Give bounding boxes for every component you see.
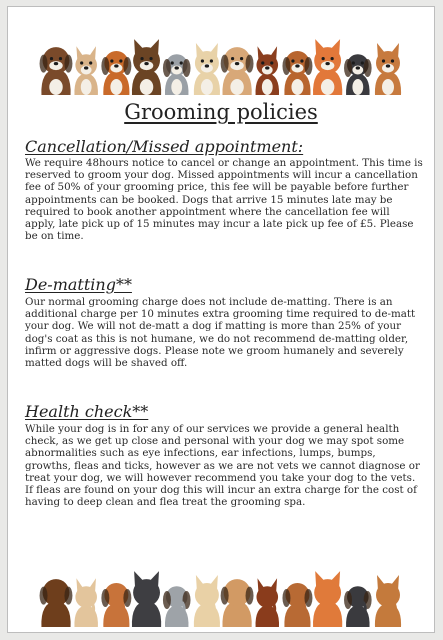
dog-back-icon: [163, 586, 191, 627]
dog-back-icon: [194, 575, 220, 627]
dog-face-icon: [163, 54, 191, 95]
health-check-heading: Health check**: [25, 402, 149, 421]
dematting-text: Our normal grooming charge does not include de-matting. There is an additional charge per 10 minutes extra grooming time required to de-matt your dog. We will not de-matt a dog if matting is more than 25% of your dog's coat as this is not humane, we do not recommend de-matting older, infirm or aggressive dogs. Please note we groom humanely and severely matted dogs will be shaved off.: [25, 296, 416, 370]
dog-backs-row: [8, 559, 435, 629]
policy-sheet: [7, 6, 435, 633]
dog-back-icon: [282, 583, 312, 627]
dog-back-icon: [74, 578, 98, 627]
dog-face-icon: [375, 43, 401, 95]
dog-illustration-top: [8, 27, 434, 97]
dog-face-icon: [101, 51, 131, 95]
dog-face-icon: [344, 54, 372, 95]
dog-face-icon: [132, 39, 161, 95]
dog-back-icon: [375, 575, 401, 627]
dog-face-icon: [74, 46, 98, 95]
dog-face-icon: [282, 51, 312, 95]
dog-back-icon: [40, 579, 73, 627]
dog-back-icon: [221, 579, 254, 627]
dog-face-icon: [313, 39, 342, 95]
health-check-text: While your dog is in for any of our services we provide a general health check, as we get up close and personal with your dog we may spot some abnormalities such as eye infections, ear infections, lumps, bumps, growths, fleas and ticks, however as we are not vets we cannot diagnose or treat your dog, we will however recommend you take your dog to the vets. If fleas are found on your dog this will incur an extra charge for the cost of having to deep clean and flea treat the grooming spa.: [25, 423, 420, 509]
dog-back-icon: [101, 583, 131, 627]
dematting-heading: De-matting**: [25, 275, 132, 294]
cancellation-text: We require 48hours notice to cancel or change an appointment. This time is reserved to groom your dog. Missed appointments will incur a cancellation fee of 50% of your grooming price, this fee will be payable before further appointments can be booked. Dogs that arrive 15 minutes late may be required to book another appointment where the cancellation fee will apply, late pick up of 15 minutes may incur a late pick up fee of £5. Please be on time.: [25, 157, 423, 243]
dog-face-icon: [221, 47, 254, 95]
cancellation-heading: Cancellation/Missed appointment:: [25, 137, 304, 156]
dog-face-icon: [256, 46, 280, 95]
dog-back-icon: [256, 578, 280, 627]
dog-face-icon: [194, 43, 220, 95]
dog-back-icon: [344, 586, 372, 627]
dog-faces-row: [8, 27, 435, 97]
dog-back-icon: [313, 571, 342, 627]
dog-back-icon: [132, 571, 161, 627]
dog-illustration-bottom: [8, 559, 434, 629]
page-title: Grooming policies: [124, 100, 318, 124]
dog-face-icon: [40, 47, 73, 95]
